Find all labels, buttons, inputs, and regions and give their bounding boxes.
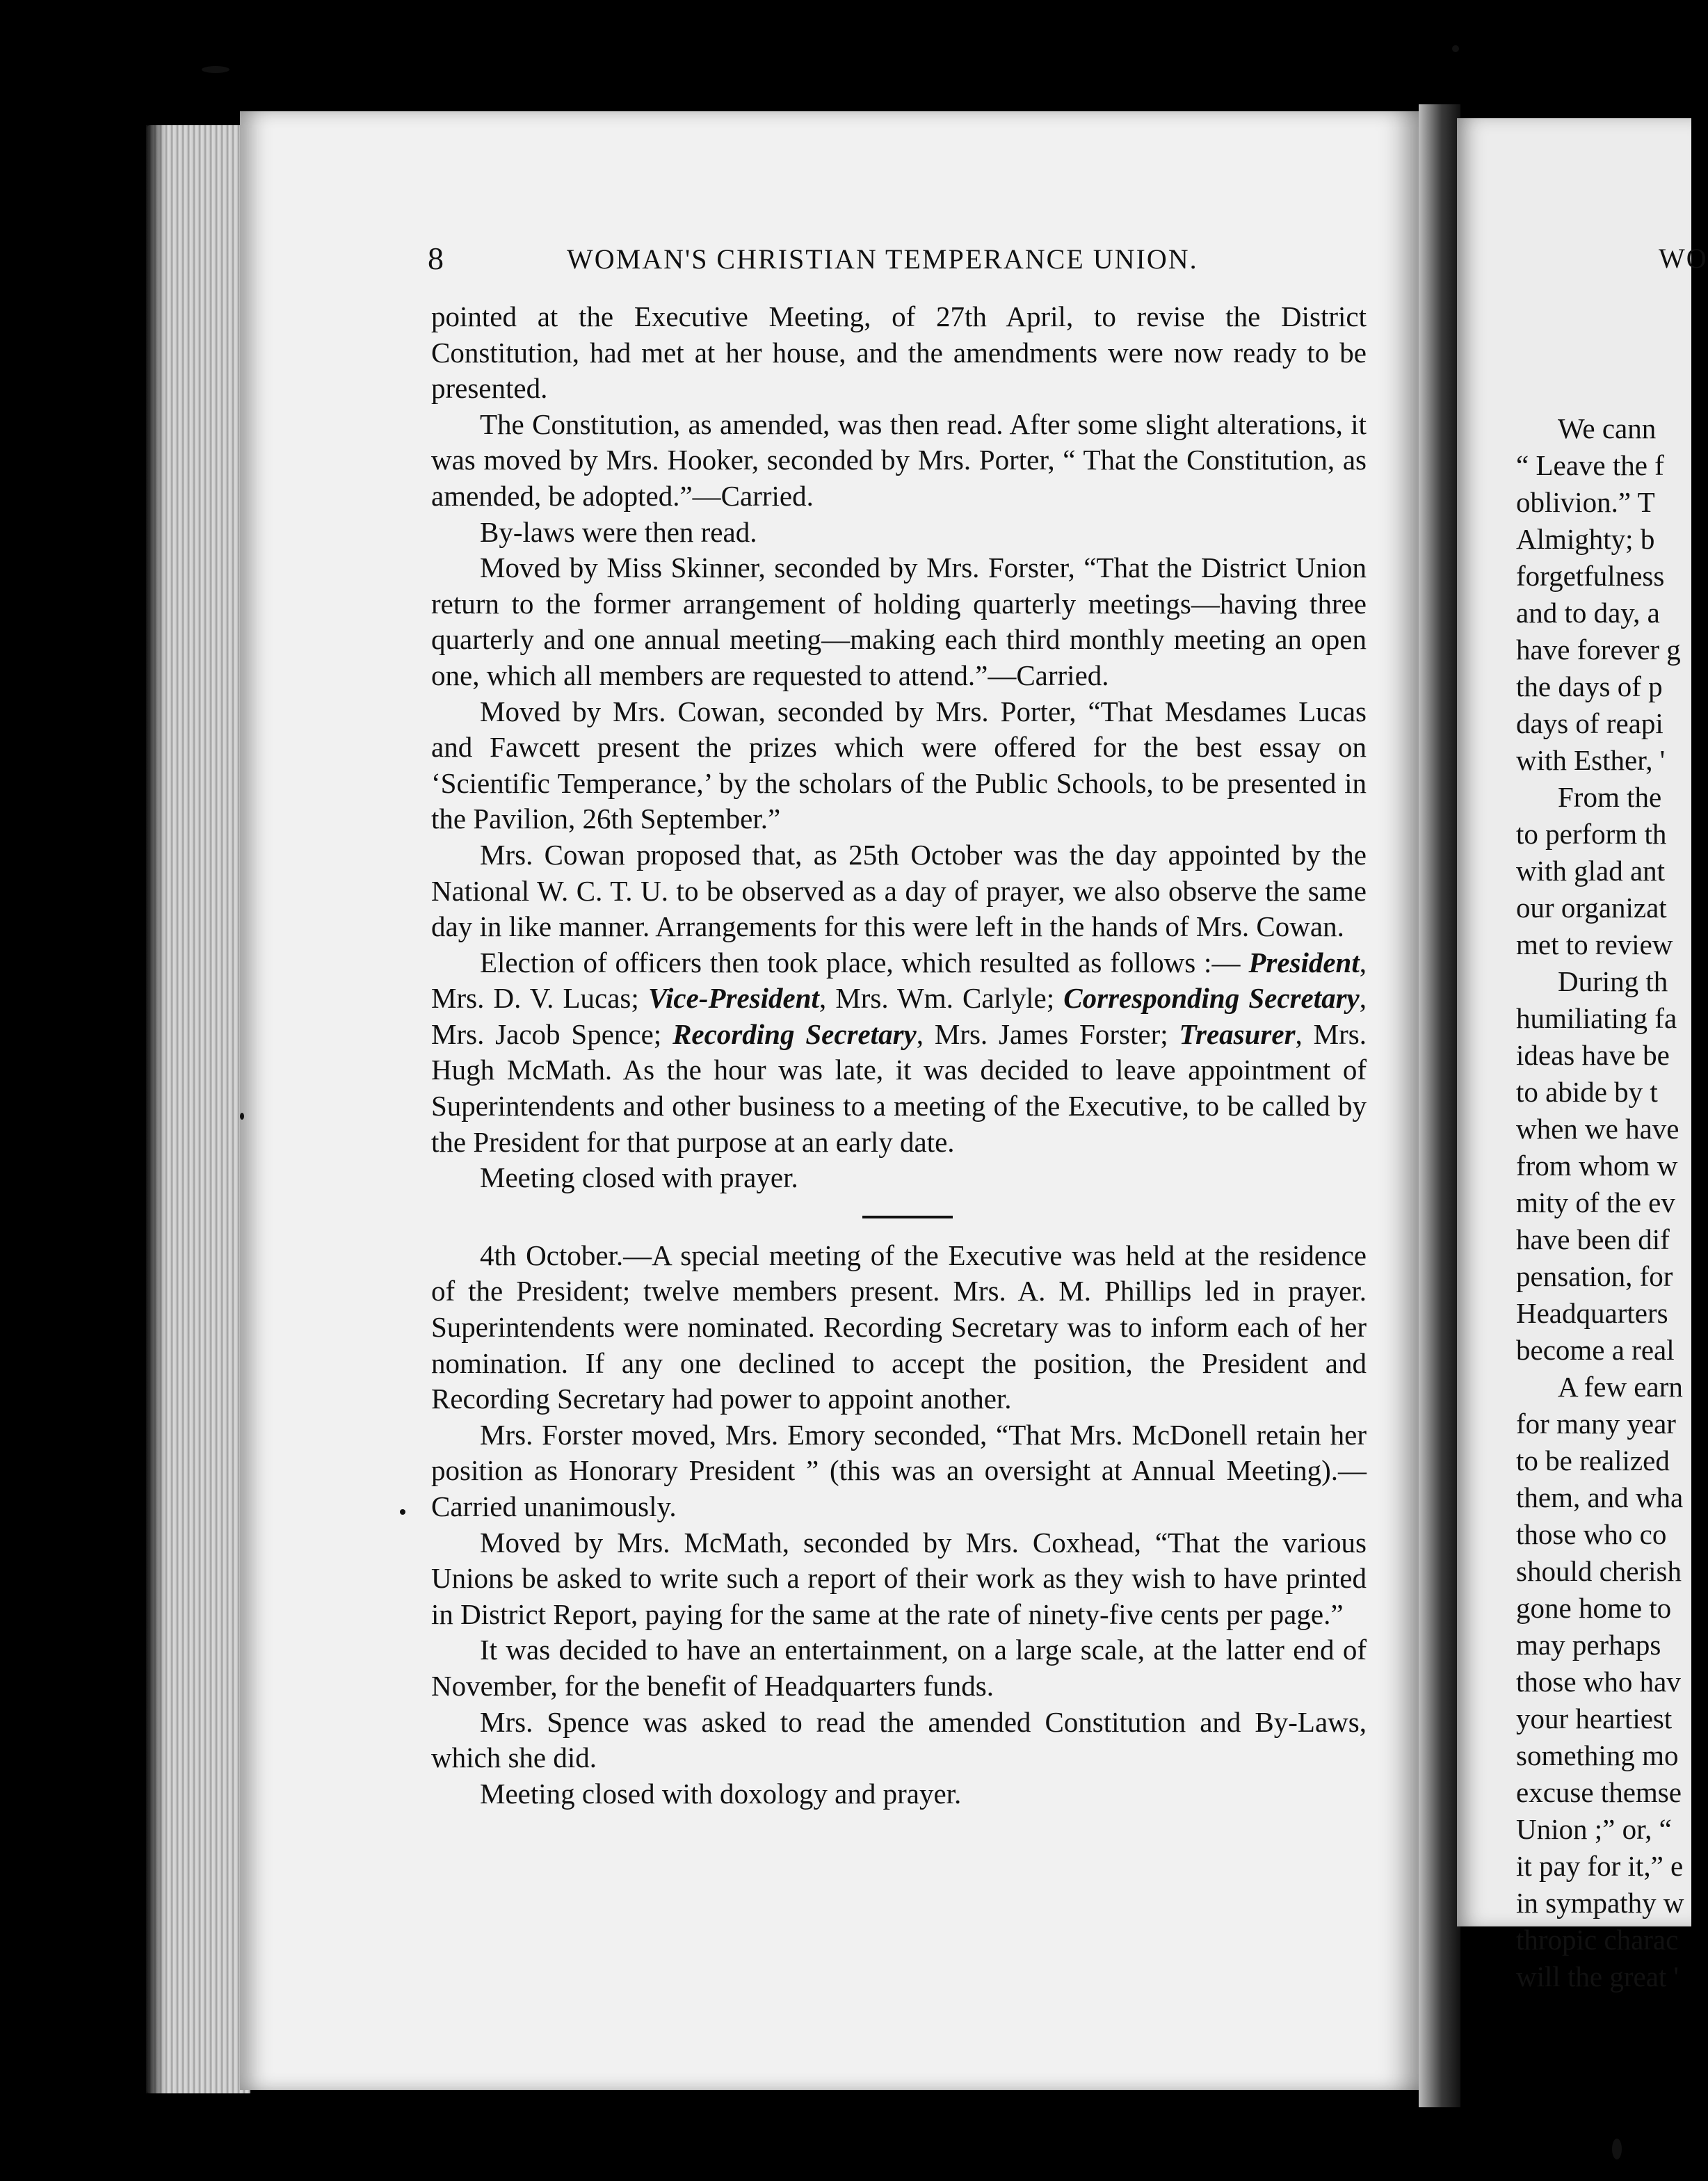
right-page-line: oblivion.” T — [1516, 486, 1655, 518]
right-page-line: Headquarters — [1516, 1297, 1668, 1329]
right-page-line: forgetfulness — [1516, 560, 1665, 592]
scan-artifact — [240, 1113, 244, 1120]
right-page-line: from whom w — [1516, 1150, 1678, 1182]
scan-artifact — [1612, 2139, 1622, 2159]
right-page-line: thropic charac — [1516, 1924, 1679, 1956]
paragraph: Mrs. Forster moved, Mrs. Emory seconded, “That Mrs. McDonell retain her position as Honorary President ” (this was an oversight at Annual Meeting).—Carried unanimously. — [431, 1418, 1367, 1522]
right-page-line: Almighty; b — [1516, 523, 1655, 555]
right-page-line: We cann — [1558, 412, 1657, 444]
officer-title: Treasurer — [1179, 1017, 1296, 1050]
page-header — [428, 240, 1248, 282]
paragraph: It was decided to have an entertainment, on a large scale, at the latter end of November, for the benefit of Headquarters funds. — [431, 1634, 1367, 1702]
right-page-line: met to review — [1516, 928, 1673, 960]
paragraph: The Constitution, as amended, was then read. After some slight alterations, it was moved by Mrs. Hooker, seconded by Mrs. Porter, “ That the Constitution, as amended, be adopted.”—Carried. — [431, 408, 1367, 512]
right-page-line: “ Leave the f — [1516, 449, 1664, 481]
right-page-line: humiliating fa — [1516, 1002, 1677, 1034]
right-page-line: when we have — [1516, 1113, 1679, 1145]
officer-title: President — [1248, 946, 1360, 979]
right-page-line: ideas have be — [1516, 1039, 1670, 1071]
right-page-line: to abide by t — [1516, 1076, 1658, 1108]
right-page-line: and to day, a — [1516, 597, 1660, 629]
right-page-line: the days of p — [1516, 670, 1663, 702]
right-page-line: for many year — [1516, 1408, 1676, 1440]
paragraph: Moved by Mrs. Cowan, seconded by Mrs. Porter, “That Mesdames Lucas and Fawcett present the prizes which were offered for the best essay on ‘Scientific Temperance,’ by the scholars of the Public Schools, to be presented in the Pavilion, 26th September.” — [431, 695, 1367, 835]
right-page-line: with glad ant — [1516, 855, 1666, 887]
right-page-header: WO — [1659, 243, 1708, 274]
text-run: , Mrs. D. V. Lucas; — [431, 946, 1367, 1015]
right-page-line: become a real — [1516, 1334, 1675, 1366]
paragraph: 4th October.—A special meeting of the Executive was held at the residence of the President; twelve members present. Mrs. A. M. Phillips led in prayer. Superintendents were nominated. Recording Secretary was to inform each of her nomination. If any one declined to accept the position, the President and Recording Secretary had power to appoint another. — [431, 1239, 1367, 1415]
right-page-line: From the — [1558, 781, 1662, 813]
right-page-line: Union ;” or, “ — [1516, 1813, 1672, 1845]
officer-title: Recording Secretary — [672, 1017, 917, 1050]
running-title: WOMAN'S CHRISTIAN TEMPERANCE UNION. — [567, 243, 1198, 275]
right-page-line: in sympathy w — [1516, 1887, 1684, 1919]
paragraph: Mrs. Spence was asked to read the amended Constitution and By-Laws, which she did. — [431, 1705, 1367, 1774]
right-page-line: will the great ' — [1516, 1961, 1679, 1993]
right-page-line: should cherish — [1516, 1555, 1682, 1587]
right-page-line: pensation, for — [1516, 1260, 1673, 1292]
right-page-line: to perform th — [1516, 818, 1667, 850]
text-run: , Mrs. James Forster; — [916, 1017, 1179, 1050]
scan-artifact — [1452, 45, 1459, 52]
right-page-line: our organizat — [1516, 892, 1667, 924]
officer-title: Vice-President — [647, 982, 819, 1015]
right-page-line: excuse themse — [1516, 1776, 1682, 1808]
text-run: , Mrs. Jacob Spence; — [431, 982, 1367, 1050]
paragraph: By-laws were then read. — [480, 515, 757, 548]
right-page-line: have been dif — [1516, 1223, 1670, 1255]
right-page-line: it pay for it,” e — [1516, 1850, 1684, 1882]
right-page-line: mity of the ev — [1516, 1186, 1675, 1218]
book-page-edges — [146, 125, 250, 2093]
right-page-line: those who hav — [1516, 1666, 1681, 1698]
right-page-line: days of reapi — [1516, 707, 1663, 739]
paragraph: Mrs. Cowan proposed that, as 25th October was the day appointed by the National W. C. T. U. to be observed as a day of prayer, we also observe the same day in like manner. Arrangements for this were left in the hands of Mrs. Cowan. — [431, 838, 1367, 943]
right-page-line: During th — [1558, 965, 1668, 997]
right-page-text — [1516, 410, 1691, 1995]
paragraph: Moved by Miss Skinner, seconded by Mrs. Forster, “That the District Union return to the former arrangement of holding quarterly meetings—having three quarterly and one annual meeting—making each third monthly meeting an open one, which all members are requested to attend.”—Carried. — [431, 552, 1367, 691]
election-paragraph — [431, 945, 1367, 1161]
text-run: , Mrs. Wm. Carlyle; — [819, 982, 1064, 1015]
right-page-line: may perhaps — [1516, 1629, 1661, 1661]
paragraph: Meeting closed with doxology and prayer. — [480, 1777, 962, 1810]
right-page-line: them, and wha — [1516, 1481, 1684, 1513]
right-page-line: your heartiest — [1516, 1703, 1673, 1735]
paragraph: Moved by Mrs. McMath, seconded by Mrs. Coxhead, “That the various Unions be asked to write such a report of their work as they wish to have printed in District Report, paying for the same at the rate of ninety-five cents per page.” — [431, 1526, 1367, 1630]
officer-title: Corresponding Secretary — [1063, 982, 1360, 1015]
right-page-line: those who co — [1516, 1518, 1667, 1550]
right-page-line: gone home to — [1516, 1592, 1672, 1624]
paragraph: pointed at the Executive Meeting, of 27th April, to revise the District Constitution, had met at her house, and the amendments were now ready to be presented. — [431, 300, 1367, 405]
right-page-line: to be realized — [1516, 1444, 1670, 1476]
right-page-line: with Esther, ' — [1516, 744, 1666, 776]
text-run: , Mrs. Hugh McMath. As the hour was late, it was decided to leave appointment of Superintendents and other business to a meeting of the Executive, to be called by the President for that purpose at an early date. — [431, 1017, 1367, 1158]
scan-artifact — [400, 1509, 405, 1515]
right-page-line: have forever g — [1516, 634, 1681, 666]
text-run: Election of officers then took place, which resulted as follows :— — [480, 946, 1241, 979]
right-page-line: something mo — [1516, 1739, 1679, 1771]
book-gutter — [1419, 104, 1460, 2107]
right-page-line: A few earn — [1558, 1371, 1683, 1403]
page-number: 8 — [428, 241, 445, 276]
paragraph: Meeting closed with prayer. — [480, 1161, 798, 1194]
scan-artifact — [202, 66, 229, 73]
page-body — [431, 299, 1367, 1812]
section-divider — [862, 1216, 953, 1218]
